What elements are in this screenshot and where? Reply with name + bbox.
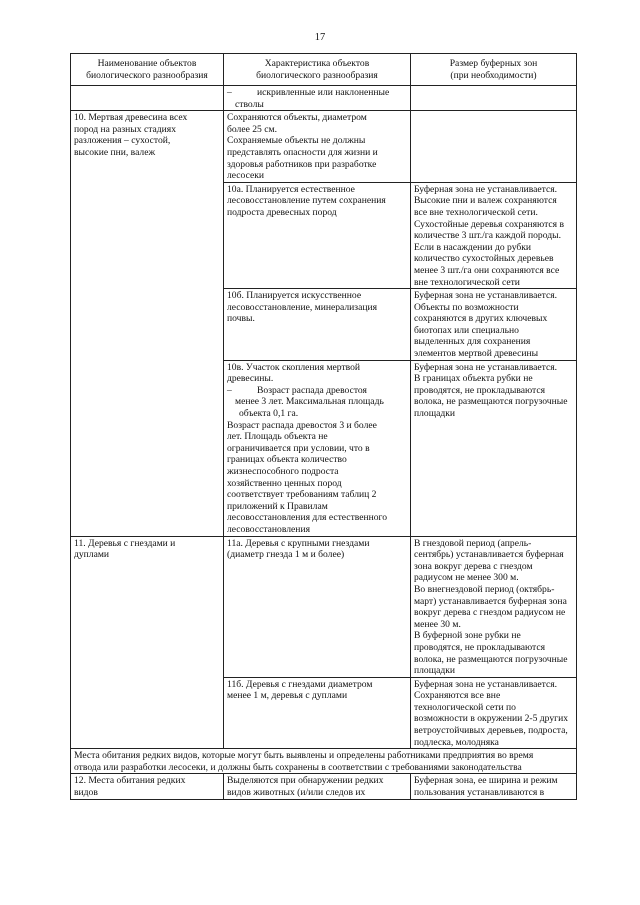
table-row-10 bbox=[71, 111, 577, 183]
cell-10b-characteristics: 10б. Планируется искусственное лесовосстановление, минерализация почвы. bbox=[224, 289, 411, 361]
cell-10v-characteristics: 10в. Участок скопления мертвой древесины. – Возраст распада древостоя менее 3 лет. Максимальная площадь объекта 0,1 га. Возраст распада древостоя 3 и более лет. Площадь объекта не ограничивается при условии, что в границах объекта количество жизнеспособного подроста хозяйственно ценных пород соответствует требованиям таблиц 2 приложений к Правилам лесовосстановления для естественного лесовосстановления bbox=[224, 360, 411, 536]
cell-10a-buffer-zone: Буферная зона не устанавливается. Высокие пни и валеж сохраняются все вне технологической сети. Сухостойные деревья сохраняются в количестве 3 шт./га каждой породы. Если в насаждении до рубки количество сухостойных деревьев менее 3 шт./га они сохраняются все вне технологической сети bbox=[411, 182, 577, 288]
table-row-continued bbox=[71, 86, 577, 111]
cell-11a-characteristics: 11а. Деревья с крупными гнездами (диаметр гнезда 1 м и более) bbox=[224, 536, 411, 677]
cell-continued-characteristics: – искривленные или наклоненные стволы bbox=[224, 86, 411, 111]
cell-11b-characteristics: 11б. Деревья с гнездами диаметром менее 1 м, деревья с дуплами bbox=[224, 677, 411, 749]
table-row-11a bbox=[71, 536, 577, 677]
table-section-rare-species bbox=[71, 749, 577, 774]
table-header-row bbox=[71, 54, 577, 86]
cell-10b-buffer-zone: Буферная зона не устанавливается. Объекты по возможности сохраняются в других ключевых биотопах или специально выделенных для сохранения элементов мертвой древесины bbox=[411, 289, 577, 361]
cell-nest-trees-name: 11. Деревья с гнездами и дуплами bbox=[71, 536, 224, 749]
cell-11b-buffer-zone: Буферная зона не устанавливается. Сохраняются все вне технологической сети по возможности в окружении 2-5 других ветроустойчивых деревьев, подроста, подлеска, молодняка bbox=[411, 677, 577, 749]
header-object-name: Наименование объектов биологического разнообразия bbox=[71, 54, 224, 86]
cell-10v-buffer-zone: Буферная зона не устанавливается. В границах объекта рубки не проводятся, не прокладываются волока, не размещаются погрузочные площадки bbox=[411, 360, 577, 536]
cell-dead-wood-name: 10. Мертвая древесина всех пород на разных стадиях разложения – сухостой, высокие пни, валеж bbox=[71, 111, 224, 536]
table-row-12 bbox=[71, 774, 577, 799]
buffer-zone-table bbox=[70, 53, 577, 800]
cell-dead-wood-characteristics: Сохраняются объекты, диаметром более 25 см. Сохраняемые объекты не должны представлять опасности для жизни и здоровья работников при разработке лесосеки bbox=[224, 111, 411, 183]
cell-11a-buffer-zone: В гнездовой период (апрель- сентябрь) устанавливается буферная зона вокруг дерева с гнездом радиусом не менее 300 м. Во внегнездовой период (октябрь- март) устанавливается буферная зона вокруг дерева с гнездом радиусом не менее 30 м. В буферной зоне рубки не проводятся, не прокладываются волока, не размещаются погрузочные площадки bbox=[411, 536, 577, 677]
cell-10a-characteristics: 10а. Планируется естественное лесовосстановление путем сохранения подроста древесных пород bbox=[224, 182, 411, 288]
cell-rare-species-characteristics: Выделяются при обнаружении редких видов животных (и/или следов их bbox=[224, 774, 411, 799]
header-buffer-zone-size: Размер буферных зон (при необходимости) bbox=[411, 54, 577, 86]
page-number: 17 bbox=[314, 32, 326, 43]
cell-rare-species-buffer-zone: Буферная зона, ее ширина и режим пользования устанавливаются в bbox=[411, 774, 577, 799]
header-object-characteristics: Характеристика объектов биологического разнообразия bbox=[224, 54, 411, 86]
section-rare-species-text: Места обитания редких видов, которые могут быть выявлены и определены работниками предприятия во время отвода или разработки лесосеки, и должны быть сохранены в соответствии с требованиями законодательства bbox=[71, 749, 577, 774]
cell-rare-species-name: 12. Места обитания редких видов bbox=[71, 774, 224, 799]
